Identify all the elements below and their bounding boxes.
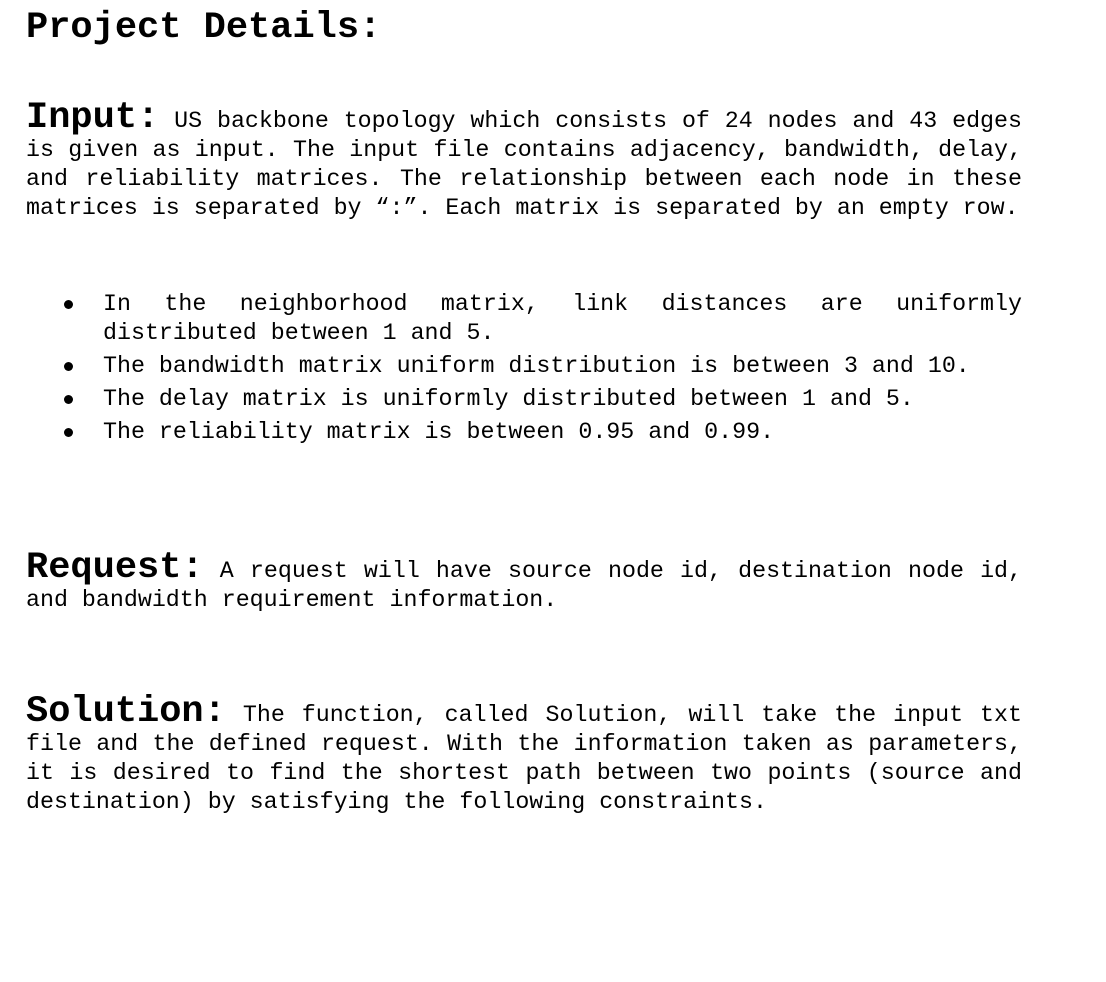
list-item xyxy=(26,290,1022,348)
document-page xyxy=(26,0,1023,815)
bullet-icon xyxy=(64,395,73,404)
request-section xyxy=(26,547,1023,615)
request-text: A request will have source node id, destination node id, and bandwidth requirement information. xyxy=(26,558,1023,613)
request-paragraph xyxy=(26,547,1023,615)
input-paragraph xyxy=(26,97,1022,223)
list-item-text: The reliability matrix is between 0.95 and 0.99. xyxy=(103,419,775,445)
list-item-text: The bandwidth matrix uniform distribution is between 3 and 10. xyxy=(103,353,970,379)
list-item xyxy=(26,385,1022,414)
bullet-icon xyxy=(64,428,73,437)
bullet-icon xyxy=(64,362,73,371)
request-heading: Request: xyxy=(26,547,204,589)
input-section xyxy=(26,97,1022,223)
matrix-bullet-list xyxy=(26,290,1022,451)
list-item-text: In the neighborhood matrix, link distances are uniformly distributed between 1 and 5. xyxy=(103,291,1022,346)
input-heading: Input: xyxy=(26,97,160,139)
solution-section xyxy=(26,691,1022,817)
solution-text: The function, called Solution, will take the input txt file and the defined request. With the information taken as parameters, it is desired to find the shortest path between two points (source and destination) by satisfying the following constraints. xyxy=(26,702,1022,815)
solution-paragraph xyxy=(26,691,1022,817)
list-item xyxy=(26,352,1022,381)
bullet-icon xyxy=(64,300,73,309)
list-item xyxy=(26,418,1022,447)
input-text: US backbone topology which consists of 24 nodes and 43 edges is given as input. The input file contains adjacency, bandwidth, delay, and reliability matrices. The relationship between each node in these matrices is separated by “:”. Each matrix is separated by an empty row. xyxy=(26,108,1022,221)
page-title: Project Details: xyxy=(26,7,382,49)
list-item-text: The delay matrix is uniformly distributed between 1 and 5. xyxy=(103,386,914,412)
solution-heading: Solution: xyxy=(26,691,226,733)
